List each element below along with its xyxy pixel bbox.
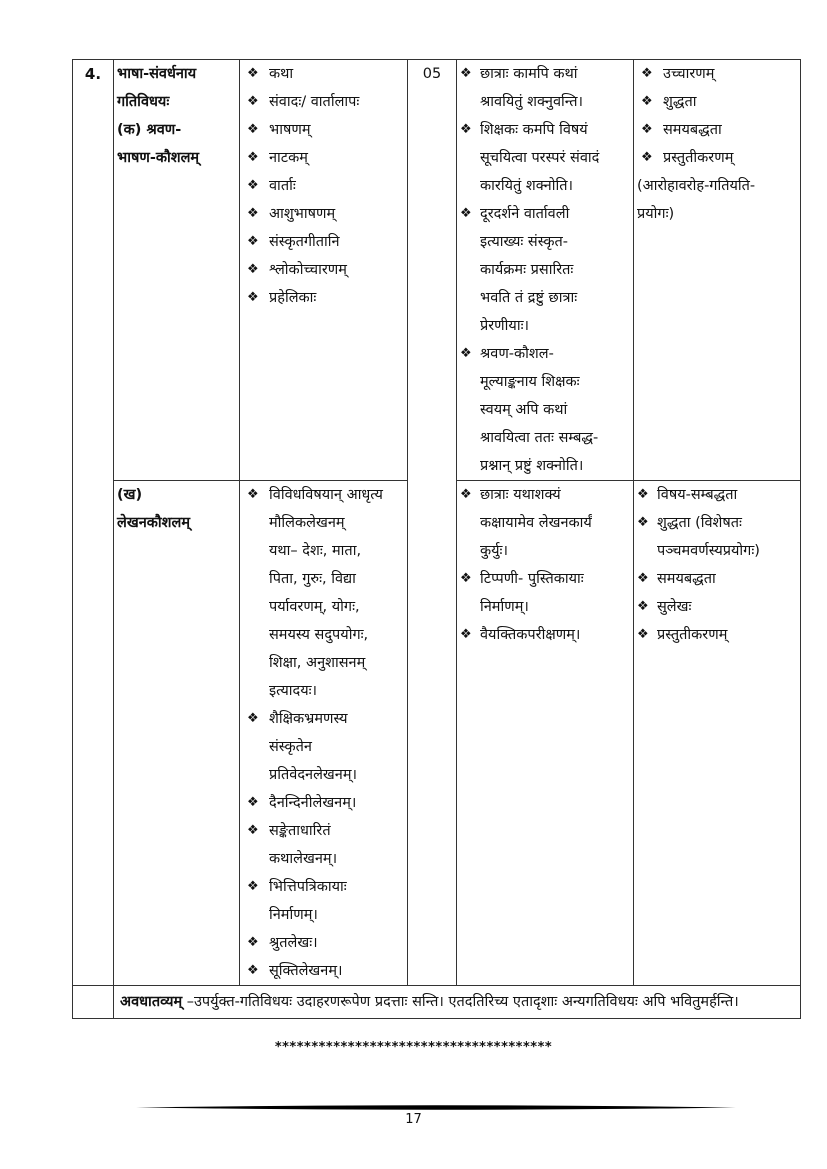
list-item: ❖ श्रवण-कौशल- मूल्याङ्कनाय शिक्षकः स्वयम् अपि कथां श्रावयित्वा ततः सम्बद्ध- प्रश्नान् प्रष्टुं शक्नोति। (460, 340, 630, 480)
diamond-bullet-icon: ❖ (247, 94, 259, 109)
list-item: ❖ उच्चारणम् (637, 60, 797, 88)
list-item: ❖ दूरदर्शने वार्तावली इत्याख्यः संस्कृत- कार्यक्रमः प्रसारितः भवति तं द्रष्टुं छात्राः प्रेरणीयाः। (460, 200, 630, 340)
activities-list (243, 481, 404, 985)
list-item: ❖ भित्तिपत्रिकायाः निर्माणम्। (243, 873, 404, 929)
list-item: ❖ शैक्षिकभ्रमणस्य संस्कृतेन प्रतिवेदनलेखनम्। (243, 705, 404, 789)
criteria-list (637, 60, 797, 172)
criteria-note: (आरोहावरोह-गतियति- (637, 178, 756, 194)
list-item: ❖ प्रस्तुतीकरणम् (637, 621, 797, 649)
list-item: ❖ समयबद्धता (637, 565, 797, 593)
list-item: ❖ संवादः/ वार्तालापः (243, 88, 404, 116)
list-item: ❖ शुद्धता (637, 88, 797, 116)
list-item: ❖ वार्ताः (243, 172, 404, 200)
diamond-bullet-icon: ❖ (247, 963, 259, 978)
diamond-bullet-icon: ❖ (247, 935, 259, 950)
diamond-bullet-icon: ❖ (460, 346, 472, 361)
list-item: ❖ सूक्तिलेखनम्। (243, 957, 404, 985)
diamond-bullet-icon: ❖ (637, 487, 649, 502)
diamond-bullet-icon: ❖ (247, 122, 259, 137)
methods-cell (457, 60, 634, 481)
activities-cell (240, 481, 408, 986)
diamond-bullet-icon: ❖ (247, 290, 259, 305)
list-item: ❖ समयबद्धता (637, 116, 797, 144)
diamond-bullet-icon: ❖ (247, 234, 259, 249)
title-line: भाषण-कौशलम् (117, 150, 200, 166)
activities-list (243, 60, 404, 312)
table-row-listening-speaking (73, 60, 801, 481)
diamond-bullet-icon: ❖ (637, 515, 649, 530)
diamond-bullet-icon: ❖ (247, 66, 259, 81)
empty-cell (73, 986, 114, 1019)
diamond-bullet-icon: ❖ (460, 487, 472, 502)
list-item: ❖ संस्कृतगीतानि (243, 228, 404, 256)
diamond-bullet-icon: ❖ (641, 122, 653, 137)
list-item: ❖ विषय-सम्बद्धता (637, 481, 797, 509)
list-item: ❖ छात्राः कामपि कथां श्रावयितुं शक्नुवन्ति। (460, 60, 630, 116)
criteria-cell (634, 481, 801, 986)
list-item: ❖ प्रहेलिकाः (243, 284, 404, 312)
list-item: ❖ टिप्पणी- पुस्तिकायाः निर्माणम्। (460, 565, 630, 621)
methods-list (460, 481, 630, 649)
diamond-bullet-icon: ❖ (641, 150, 653, 165)
list-item: ❖ शिक्षकः कमपि विषयं सूचयित्वा परस्परं संवादं कारयितुं शक्नोति। (460, 116, 630, 200)
list-item: ❖ शुद्धता (विशेषतः पञ्चमवर्णस्यप्रयोगः) (637, 509, 797, 565)
section-title-listening-speaking (114, 60, 240, 481)
diamond-bullet-icon: ❖ (460, 206, 472, 221)
list-item: ❖ नाटकम् (243, 144, 404, 172)
diamond-bullet-icon: ❖ (247, 206, 259, 221)
note-label: अवधातव्यम् (120, 994, 183, 1010)
diamond-bullet-icon: ❖ (247, 823, 259, 838)
diamond-bullet-icon: ❖ (460, 627, 472, 642)
criteria-cell (634, 60, 801, 481)
diamond-bullet-icon: ❖ (247, 879, 259, 894)
diamond-bullet-icon: ❖ (460, 571, 472, 586)
methods-list (460, 60, 630, 480)
table-row-note (73, 986, 801, 1019)
list-item: ❖ दैनन्दिनीलेखनम्। (243, 789, 404, 817)
list-item: ❖ श्लोकोच्चारणम् (243, 256, 404, 284)
note-text: –उपर्युक्त-गतिविधयः उदाहरणरूपेण प्रदत्ताः सन्ति। एतदतिरिच्य एतादृशाः अन्यगतिविधयः अपि भवितुमर्हन्ति। (182, 994, 739, 1010)
list-item: ❖ आशुभाषणम् (243, 200, 404, 228)
title-line: भाषा-संवर्धनाय (117, 66, 197, 82)
diamond-bullet-icon: ❖ (637, 571, 649, 586)
list-item: ❖ सङ्केताधारितं कथालेखनम्। (243, 817, 404, 873)
title-line: (ख) (117, 487, 143, 503)
list-item: ❖ श्रुतलेखः। (243, 929, 404, 957)
separator-stars: ************************************** (274, 1040, 553, 1055)
activities-cell (240, 60, 408, 481)
diamond-bullet-icon: ❖ (247, 711, 259, 726)
diamond-bullet-icon: ❖ (460, 66, 472, 81)
criteria-list (637, 481, 797, 649)
list-item: ❖ छात्राः यथाशक्यं कक्षायामेव लेखनकार्यं कुर्युः। (460, 481, 630, 565)
diamond-bullet-icon: ❖ (247, 262, 259, 277)
list-item: ❖ भाषणम् (243, 116, 404, 144)
diamond-bullet-icon: ❖ (247, 150, 259, 165)
note-cell (114, 986, 801, 1019)
diamond-bullet-icon: ❖ (641, 94, 653, 109)
list-item: ❖ प्रस्तुतीकरणम् (637, 144, 797, 172)
criteria-note: प्रयोगः) (637, 206, 675, 222)
methods-cell (457, 481, 634, 986)
diamond-bullet-icon: ❖ (460, 122, 472, 137)
list-item: ❖ कथा (243, 60, 404, 88)
diamond-bullet-icon: ❖ (637, 599, 649, 614)
syllabus-table (72, 59, 801, 1019)
section-title-writing (114, 481, 240, 986)
title-line: गतिविधयः (117, 94, 170, 110)
footer-divider (136, 1103, 736, 1112)
list-item: ❖ विविधविषयान् आधृत्य मौलिकलेखनम् यथा– देशः, माता, पिता, गुरुः, विद्या पर्यावरणम्, योगः, समयस्य सदुपयोगः, शिक्षा, अनुशासनम् इत्यादयः। (243, 481, 404, 705)
period-count: 05 (408, 60, 457, 986)
page-number: 17 (405, 1112, 422, 1127)
serial-number: 4. (73, 60, 114, 986)
diamond-bullet-icon: ❖ (637, 627, 649, 642)
title-line: लेखनकौशलम् (117, 515, 190, 531)
list-item: ❖ वैयक्तिकपरीक्षणम्। (460, 621, 630, 649)
diamond-bullet-icon: ❖ (247, 795, 259, 810)
diamond-bullet-icon: ❖ (247, 487, 259, 502)
diamond-bullet-icon: ❖ (247, 178, 259, 193)
title-line: (क) श्रवण- (117, 122, 182, 138)
list-item: ❖ सुलेखः (637, 593, 797, 621)
diamond-bullet-icon: ❖ (641, 66, 653, 81)
